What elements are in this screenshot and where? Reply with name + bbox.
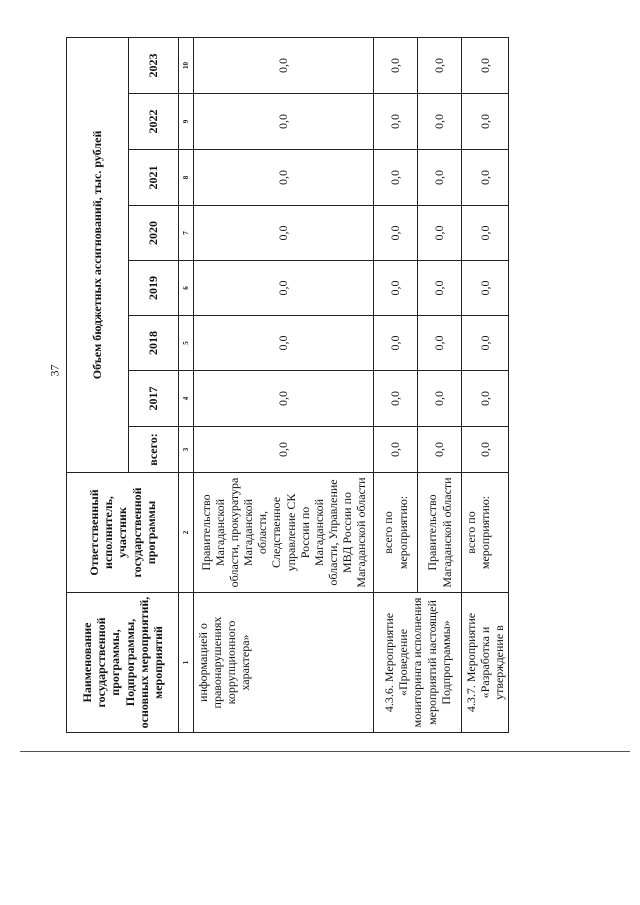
value-2023: 0,0 xyxy=(418,37,462,93)
header-year-2017: 2017 xyxy=(129,371,179,427)
value-2023: 0,0 xyxy=(462,37,509,93)
header-year-2018: 2018 xyxy=(129,316,179,371)
header-budget-title: Объем бюджетных ассигнований, тыс. рублей xyxy=(67,37,129,472)
table-row xyxy=(374,37,418,732)
value-2018: 0,0 xyxy=(374,316,418,371)
value-2020: 0,0 xyxy=(194,206,374,261)
value-2021: 0,0 xyxy=(418,150,462,206)
value-2019: 0,0 xyxy=(418,261,462,316)
value-2020: 0,0 xyxy=(374,206,418,261)
value-2021: 0,0 xyxy=(462,150,509,206)
header-year-2022: 2022 xyxy=(129,94,179,150)
value-2023: 0,0 xyxy=(374,37,418,93)
column-number: 8 xyxy=(179,150,194,206)
value-2020: 0,0 xyxy=(418,206,462,261)
value-total: 0,0 xyxy=(418,427,462,473)
column-number: 2 xyxy=(179,473,194,593)
value-2022: 0,0 xyxy=(418,94,462,150)
value-2021: 0,0 xyxy=(374,150,418,206)
table-row xyxy=(462,37,509,732)
header-total: всего: xyxy=(129,427,179,473)
column-number: 4 xyxy=(179,371,194,427)
budget-table xyxy=(66,37,509,733)
value-2017: 0,0 xyxy=(418,371,462,427)
row-name: 4.3.7. Мероприятие «Разработка и утверждение в xyxy=(462,593,509,733)
value-2023: 0,0 xyxy=(194,37,374,93)
column-number: 1 xyxy=(179,593,194,733)
value-total: 0,0 xyxy=(374,427,418,473)
value-2018: 0,0 xyxy=(462,316,509,371)
value-2019: 0,0 xyxy=(194,261,374,316)
column-number: 6 xyxy=(179,261,194,316)
column-number-row xyxy=(179,37,194,732)
row-name: информацией о правонарушениях коррупционного характера» xyxy=(194,593,374,733)
value-2018: 0,0 xyxy=(194,316,374,371)
page-number: 37 xyxy=(47,364,62,377)
header-year-2023: 2023 xyxy=(129,37,179,93)
value-2019: 0,0 xyxy=(462,261,509,316)
row-executor: всего по мероприятию: xyxy=(462,473,509,593)
header-year-2021: 2021 xyxy=(129,150,179,206)
column-number: 3 xyxy=(179,427,194,473)
header-name: Наименование государственной программы, Подпрограммы, основных мероприятий, мероприятий xyxy=(67,593,179,733)
header-year-2020: 2020 xyxy=(129,206,179,261)
header-executor: Ответственный исполнитель, участник государственной программы xyxy=(67,473,179,593)
column-number: 9 xyxy=(179,94,194,150)
value-2022: 0,0 xyxy=(462,94,509,150)
header-year-2019: 2019 xyxy=(129,261,179,316)
value-2018: 0,0 xyxy=(418,316,462,371)
column-number: 5 xyxy=(179,316,194,371)
value-2019: 0,0 xyxy=(374,261,418,316)
table-row xyxy=(194,37,374,732)
value-2017: 0,0 xyxy=(194,371,374,427)
row-executor: Правительство Магаданской области xyxy=(418,473,462,593)
value-2021: 0,0 xyxy=(194,150,374,206)
bottom-divider xyxy=(20,751,630,752)
row-executor: Правительство Магаданской области, прокуратура Магаданской области, Следственное управление СК России по Магаданской области, Управление МВД России по Магаданской области xyxy=(194,473,374,593)
value-total: 0,0 xyxy=(462,427,509,473)
column-number: 10 xyxy=(179,37,194,93)
value-2017: 0,0 xyxy=(374,371,418,427)
row-name: 4.3.6. Мероприятие «Проведение мониторинга исполнения мероприятий настоящей Подпрограммы» xyxy=(374,593,462,733)
value-2022: 0,0 xyxy=(194,94,374,150)
value-2017: 0,0 xyxy=(462,371,509,427)
budget-table-region xyxy=(66,38,506,733)
value-2020: 0,0 xyxy=(462,206,509,261)
rotated-table-container xyxy=(66,38,506,733)
column-number: 7 xyxy=(179,206,194,261)
value-total: 0,0 xyxy=(194,427,374,473)
row-executor: всего по мероприятию: xyxy=(374,473,418,593)
value-2022: 0,0 xyxy=(374,94,418,150)
